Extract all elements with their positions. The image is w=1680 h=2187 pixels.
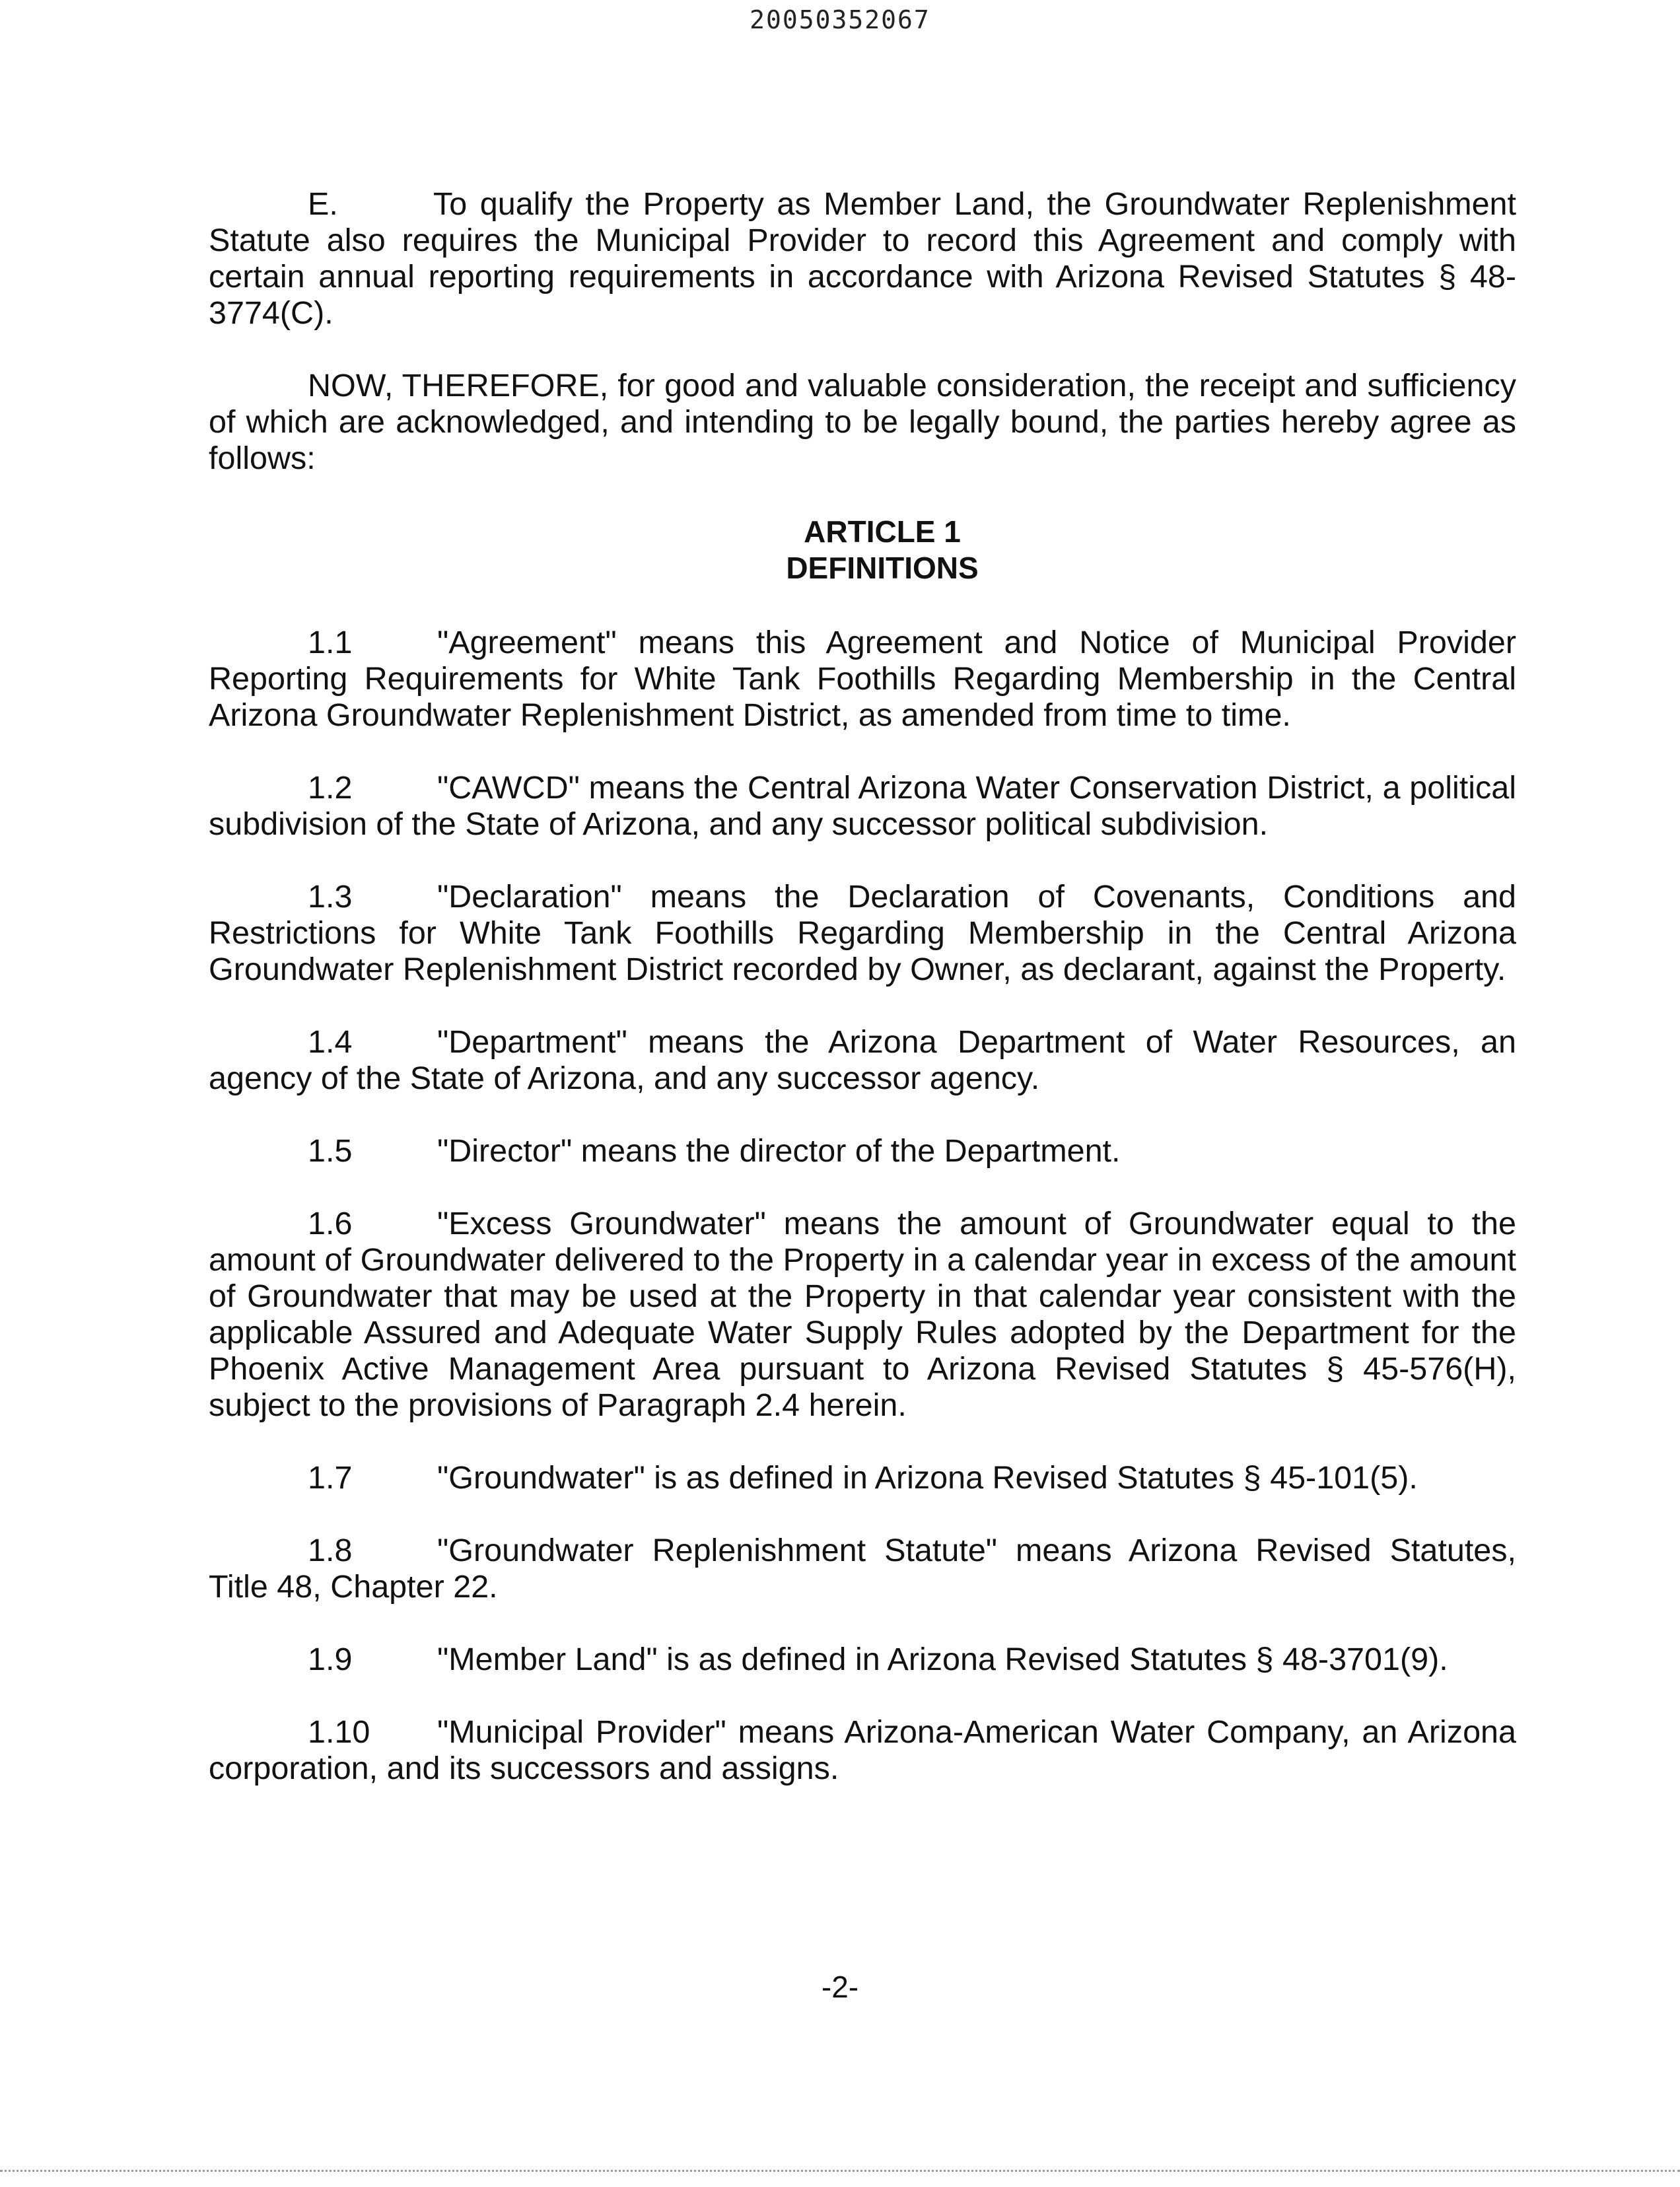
now-therefore-clause: NOW, THEREFORE, for good and valuable consideration, the receipt and sufficiency of which are acknowledged, and intending to be legally bound, the parties hereby agree as follows:	[209, 368, 1516, 476]
definition-number: 1.4	[308, 1024, 353, 1060]
definition-item	[209, 770, 1516, 843]
definition-item	[209, 879, 1516, 988]
definition-text: "Director" means the director of the Department.	[437, 1133, 1121, 1169]
definition-item	[209, 1133, 1516, 1169]
definition-text: "Excess Groundwater" means the amount of Groundwater equal to the amount of Groundwater delivered to the Property in a calendar year in excess of the amount of Groundwater that may be used at the Property in that calendar year consistent with the applicable Assured and Adequate Water Supply Rules adopted by the Department for the Phoenix Active Management Area pursuant to Arizona Revised Statutes § 45-576(H), subject to the provisions of Paragraph 2.4 herein.	[209, 1206, 1516, 1423]
definition-item	[209, 1533, 1516, 1605]
definition-number: 1.10	[308, 1714, 370, 1750]
definition-item	[209, 1024, 1516, 1097]
definition-item	[209, 1714, 1516, 1787]
definition-text: "Agreement" means this Agreement and Notice of Municipal Provider Reporting Requirements for White Tank Foothills Regarding Membership in the Central Arizona Groundwater Replenishment District, as amended from time to time.	[209, 625, 1516, 733]
definition-number: 1.6	[308, 1206, 353, 1241]
recital-label: E.	[308, 186, 338, 222]
definition-number: 1.7	[308, 1460, 353, 1496]
page-number: -2-	[821, 1970, 859, 2004]
article-heading	[209, 514, 1516, 586]
recording-number: 20050352067	[750, 5, 930, 34]
definition-text: "Groundwater" is as defined in Arizona Revised Statutes § 45-101(5).	[437, 1460, 1418, 1496]
definition-item	[209, 1460, 1516, 1496]
definition-number: 1.8	[308, 1533, 353, 1568]
article-title: ARTICLE 1	[804, 514, 961, 549]
definition-item	[209, 1206, 1516, 1424]
definition-text: "Declaration" means the Declaration of Covenants, Conditions and Restrictions for White Tank Foothills Regarding Membership in the Central Arizona Groundwater Replenishment District recorded by Owner, as declarant, against the Property.	[209, 879, 1516, 987]
definition-text: "Member Land" is as defined in Arizona Revised Statutes § 48-3701(9).	[437, 1642, 1448, 1677]
definition-item	[209, 625, 1516, 734]
definition-text: "Department" means the Arizona Department of Water Resources, an agency of the State of Arizona, and any successor agency.	[209, 1024, 1516, 1096]
definition-text: "Groundwater Replenishment Statute" means Arizona Revised Statutes, Title 48, Chapter 22.	[209, 1533, 1516, 1605]
definition-number: 1.2	[308, 770, 353, 806]
document-body	[209, 186, 1516, 1823]
recital-text: To qualify the Property as Member Land, the Groundwater Replenishment Statute also requires the Municipal Provider to record this Agreement and comply with certain annual reporting requirements in accordance with Arizona Revised Statutes § 48-3774(C).	[209, 186, 1516, 331]
definition-text: "Municipal Provider" means Arizona-American Water Company, an Arizona corporation, and its successors and assigns.	[209, 1714, 1516, 1786]
article-subtitle: DEFINITIONS	[786, 551, 979, 585]
definition-number: 1.5	[308, 1133, 353, 1169]
definition-text: "CAWCD" means the Central Arizona Water Conservation District, a political subdivision of the State of Arizona, and any successor political subdivision.	[209, 770, 1516, 842]
definition-number: 1.1	[308, 625, 353, 660]
definition-number: 1.9	[308, 1642, 353, 1677]
definition-item	[209, 1642, 1516, 1678]
scan-edge-divider	[0, 2170, 1680, 2174]
definition-number: 1.3	[308, 879, 353, 915]
recital-e	[209, 186, 1516, 331]
